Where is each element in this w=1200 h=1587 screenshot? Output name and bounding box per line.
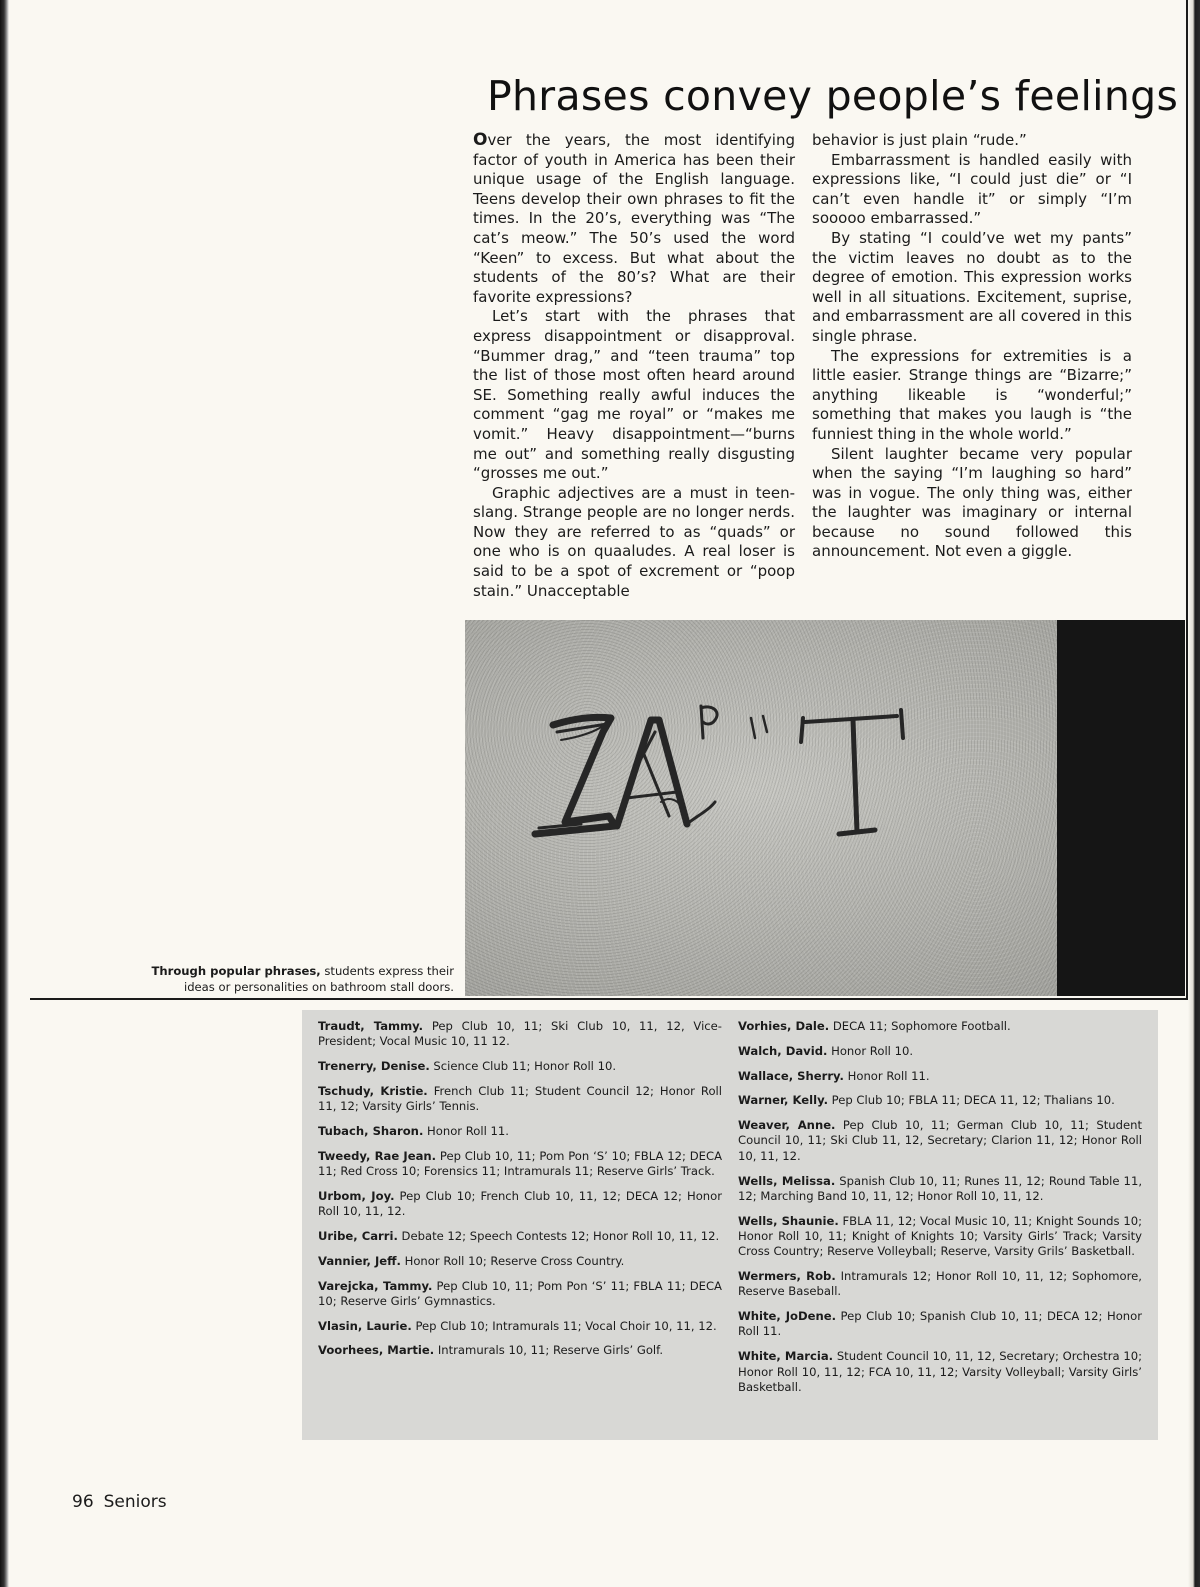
bio-entry: Vorhies, Dale. DECA 11; Sophomore Football. [738, 1019, 1011, 1033]
article-paragraph: The expressions for extremities is a little easier. Strange things are “Bizarre;” anything likeable is “wonderful;” something that makes you laugh is “the funniest thing in the whole world.” [812, 346, 1132, 443]
bio-name: White, JoDene. [738, 1309, 837, 1324]
photo-caption [124, 963, 454, 995]
bio-entry: Weaver, Anne. Pep Club 10, 11; German Club 10, 11; Student Council 10, 11; Ski Club 11, 12, Secretary; Clarion 11, 12; Honor Roll 10, 11, 12. [738, 1118, 1143, 1163]
bio-entry: Urbom, Joy. Pep Club 10; French Club 10, 11, 12; DECA 12; Honor Roll 10, 11, 12. [318, 1188, 722, 1219]
bio-name: Wallace, Sherry. [738, 1068, 844, 1083]
bio-name: Tubach, Sharon. [318, 1123, 424, 1138]
bio-name: Varejcka, Tammy. [318, 1278, 433, 1293]
bio-name: Warner, Kelly. [738, 1093, 828, 1108]
bio-entry: Wells, Shaunie. FBLA 11, 12; Vocal Music 10, 11; Knight Sounds 10; Honor Roll 10, 11; Knight of Knights 10; Varsity Girls’ Track; Varsity Cross Country; Reserve Volleyball; Reserve, Varsity Grils’ Basketball. [738, 1213, 1142, 1259]
article-paragraph: behavior is just plain “rude.” [812, 131, 1027, 149]
horizontal-rule [30, 998, 1188, 1000]
bio-name: Walch, David. [738, 1043, 828, 1058]
caption-text: students express their ideas or personalities on bathroom stall doors. [183, 964, 454, 994]
article-paragraph: By stating “I could’ve wet my pants” the victim leaves no doubt as to the degree of emotion. This expression works well in all situations. Excitement, suprise, and embarrassment are all covered in this single phrase. [812, 228, 1132, 345]
bio-name: Voorhees, Martie. [318, 1343, 435, 1358]
bio-name: Traudt, Tammy. [318, 1019, 424, 1033]
section-name: Seniors [103, 1492, 167, 1512]
bio-name: Trenerry, Denise. [318, 1059, 430, 1074]
bio-name: Vlasin, Laurie. [318, 1318, 412, 1333]
graffiti-drawing [465, 620, 1185, 996]
article-paragraph: Graphic adjectives are a must in teen-slang. Strange people are no longer nerds. Now they are referred to as “quads” or one who is on quaaludes. A real loser is said to be a spot of excrement or “poop stain.” Unacceptable [473, 483, 795, 600]
bio-entry: Varejcka, Tammy. Pep Club 10, 11; Pom Pon ‘S’ 11; FBLA 11; DECA 10; Reserve Girls’ Gymnastics. [318, 1278, 722, 1308]
bio-name: Tschudy, Kristie. [318, 1083, 428, 1098]
bio-entry: Vannier, Jeff. Honor Roll 10; Reserve Cross Country. [318, 1253, 625, 1268]
bios-column-right [738, 1019, 1142, 1405]
bio-name: Wells, Melissa. [738, 1173, 836, 1188]
bio-entry: Wermers, Rob. Intramurals 12; Honor Roll 10, 11, 12; Sophomore, Reserve Baseball. [738, 1269, 1142, 1299]
bio-entry: Tschudy, Kristie. French Club 11; Student Council 12; Honor Roll 11, 12; Varsity Girls’ Tennis. [318, 1083, 722, 1114]
bio-name: Tweedy, Rae Jean. [318, 1148, 437, 1163]
caption-lead: Through popular phrases, [151, 964, 321, 978]
bio-name: Wermers, Rob. [738, 1269, 836, 1284]
article-paragraph: Embarrassment is handled easily with expressions like, “I could just die” or “I can’t even handle it” or simply “I’m sooooo embarrassed.” [812, 150, 1132, 228]
page-folio [72, 1492, 167, 1512]
bio-entry: Vlasin, Laurie. Pep Club 10; Intramurals 11; Vocal Choir 10, 11, 12. [318, 1318, 717, 1333]
bios-column-left [318, 1019, 722, 1368]
bio-entry: Traudt, Tammy. Pep Club 10, 11; Ski Club 10, 11, 12, Vice-President; Vocal Music 10, 11 12. [318, 1019, 722, 1049]
bio-entry: Trenerry, Denise. Science Club 11; Honor Roll 10. [318, 1059, 617, 1074]
bio-entry: Wells, Melissa. Spanish Club 10, 11; Runes 11, 12; Round Table 11, 12; Marching Band 10, 11, 12; Honor Roll 10, 11, 12. [738, 1173, 1142, 1203]
bio-entry: Tubach, Sharon. Honor Roll 11. [318, 1123, 509, 1138]
article-headline: Phrases convey people’s feelings [487, 72, 1179, 120]
bio-entry: White, JoDene. Pep Club 10; Spanish Club 10, 11; DECA 12; Honor Roll 11. [738, 1309, 1143, 1339]
bio-entry: Wallace, Sherry. Honor Roll 11. [738, 1068, 930, 1083]
bio-name: Uribe, Carri. [318, 1228, 398, 1243]
article-paragraph: Silent laughter became very popular when the saying “I’m laughing so hard” was in vogue. The only thing was, either the laughter was imaginary or internal because no sound followed this announcement. Not even a giggle. [812, 444, 1132, 561]
article-column-right [812, 131, 1132, 562]
bio-entry: Warner, Kelly. Pep Club 10; FBLA 11; DECA 11, 12; Thalians 10. [738, 1093, 1115, 1108]
bio-entry: White, Marcia. Student Council 10, 11, 12, Secretary; Orchestra 10; Honor Roll 10, 11, 12; FCA 10, 11, 12; Varsity Volleyball; Varsity Girls’ Basketball. [738, 1349, 1142, 1394]
bio-name: Vannier, Jeff. [318, 1253, 401, 1268]
article-column-left [473, 131, 795, 601]
bio-name: White, Marcia. [738, 1349, 834, 1364]
drop-cap: O [473, 130, 488, 150]
book-spine-shadow [0, 0, 9, 1587]
bio-entry: Uribe, Carri. Debate 12; Speech Contests 12; Honor Roll 10, 11, 12. [318, 1228, 720, 1243]
bio-entry: Tweedy, Rae Jean. Pep Club 10, 11; Pom Pon ‘S’ 10; FBLA 12; DECA 11; Red Cross 10; Forensics 11; Intramurals 11; Reserve Girls’ Track. [318, 1148, 722, 1179]
article-paragraph: Over the years, the most identifying factor of youth in America has been their unique usage of the English language. Teens develop their own phrases to fit the times. In the 20’s, everything was “The cat’s meow.” The 50’s used the word “Keen” to excess. But what about the students of the 80’s? What are their favorite expressions? [473, 130, 795, 306]
article-paragraph: Let’s start with the phrases that express disappointment or disapproval. “Bummer drag,” and “teen trauma” top the list of those most often heard around SE. Something really awful induces the comment “gag me royal” or “makes me vomit.” Heavy disappointment—“burns me out” and something really disgusting “grosses me out.” [473, 307, 795, 483]
bio-name: Wells, Shaunie. [738, 1213, 839, 1228]
bio-name: Weaver, Anne. [738, 1118, 836, 1133]
graffiti-text: ZAPT [465, 620, 468, 621]
bio-name: Vorhies, Dale. [738, 1019, 830, 1033]
graffiti-photo [465, 620, 1185, 996]
bio-entry: Walch, David. Honor Roll 10. [738, 1043, 914, 1058]
bio-name: Urbom, Joy. [318, 1188, 395, 1203]
vertical-rule [1186, 0, 1188, 1000]
page-number: 96 [72, 1492, 94, 1512]
bio-entry: Voorhees, Martie. Intramurals 10, 11; Reserve Girls’ Golf. [318, 1343, 664, 1358]
page-right-edge [1188, 0, 1200, 1587]
